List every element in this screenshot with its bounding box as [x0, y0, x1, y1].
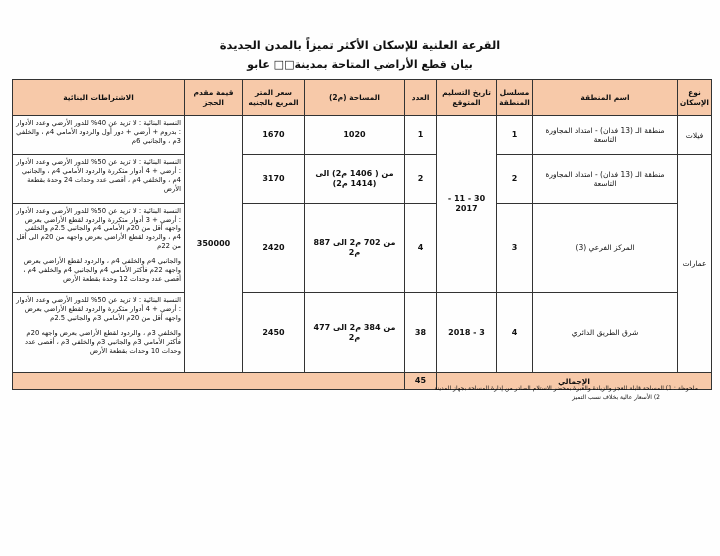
serial-cell: 4: [497, 293, 533, 373]
count-cell: 4: [405, 203, 437, 293]
header-size: المساحة (م2): [305, 80, 405, 116]
table-row: [13, 116, 712, 155]
type-cell: فيلات: [678, 116, 712, 155]
size-cell: من 702 م2 الى 887 م2: [305, 203, 405, 293]
header-type: نوع الإسكان: [678, 80, 712, 116]
header-deposit: قيمة مقدم الحجز: [185, 80, 243, 116]
header-area-name: اسم المنطقة: [533, 80, 678, 116]
price-cell: 3170: [243, 155, 305, 203]
area-name-cell: شرق الطريق الدائري: [533, 293, 678, 373]
header-delivery: تاريخ التسليم المتوقع: [437, 80, 497, 116]
conditions-text: والخلفي 3م ، والردود لقطع الأراضي بعرض واجهه 20م فأكثر الأمامي 3م والجانبي 3م والخلفي 3م ، أقصى عدد وحدات 10 وحدات بقطعة الأرض: [24, 328, 181, 355]
note-line: [178, 393, 698, 402]
price-cell: 1670: [243, 116, 305, 155]
header-serial: مسلسل المنطقة: [497, 80, 533, 116]
serial-cell: 3: [497, 203, 533, 293]
conditions-text: النسبة البنائية : لا تزيد عن 50% للدور الأرضي وعدد الأدوار : أرضي + 4 أدوار متكررة والردود الأمامي 4م ، والجانبي 4م ، والخلفي 4م ، أقصى عدد وحدات 24 وحدة بقطعة الأرض: [16, 158, 181, 193]
note-item: 2) الأسعار عالية بخلاف نسب التميز: [572, 394, 660, 402]
document-subtitle: بيان قطع الأراضي المتاحة بمدينة□□ عابو: [247, 58, 473, 71]
note-line: [178, 384, 698, 393]
size-cell: من 384 م2 الى 477 م2: [305, 293, 405, 373]
total-count: 45: [405, 373, 437, 390]
conditions-text: النسبة البنائية : لا تزيد عن 40% للدور الأرضي وعدد الأدوار : بدروم + أرضي + دور أول والردود الأمامي 4م ، والخلفي 3م ، والجانبي 6م: [16, 119, 181, 145]
deposit-cell: 350000: [185, 116, 243, 373]
size-cell: 1020: [305, 116, 405, 155]
header-conditions: الاشتراطات البنائية: [13, 80, 185, 116]
delivery-cell: 30 - 11 - 2017: [437, 116, 497, 293]
delivery-cell: 3 - 2018: [437, 293, 497, 373]
conditions-cell: [13, 116, 185, 155]
conditions-cell: [13, 155, 185, 203]
conditions-cell: [13, 203, 185, 293]
area-name-cell: المركز الفرعي (3): [533, 203, 678, 293]
serial-cell: 1: [497, 116, 533, 155]
area-name-cell: منطقة الـ (13 فدان) - امتداد المجاورة التاسعة: [533, 155, 678, 203]
conditions-text: النسبة البنائية : لا تزيد عن 50% للدور الأرضي وعدد الأدوار : أرضي + 4 أدوار متكررة والردود لقطع الأراضي بعرض واجهه أقل من 20م الأمامي 3م والجانبي 2.5م: [16, 296, 181, 323]
price-cell: 2450: [243, 293, 305, 373]
document-title: القرعة العلنية للإسكان الأكثر تميزاً بالمدن الجديدة: [219, 38, 501, 52]
serial-cell: 2: [497, 155, 533, 203]
conditions-text: النسبة البنائية : لا تزيد عن 50% للدور الأرضي وعدد الأدوار : أرضي + 3 أدوار متكررة والردود لقطع الأراضي بعرض واجهه أقل من 20م الأمامي 4م والجانبي 2.5م والخلفي 4م ، والردود لقطع الأراضي بعرض واجهه من 20م الى أقل من 22م: [16, 206, 181, 251]
count-cell: 38: [405, 293, 437, 373]
table-row: [13, 155, 712, 203]
size-cell: من ( 1406 م2) الى (1414 م2): [305, 155, 405, 203]
header-count: العدد: [405, 80, 437, 116]
table-row: [13, 293, 712, 373]
note-item: 1) المساحة قابلة للعجز والزيادة والعبرة بمحضر الاستلام الصادر من إدارة المساحة بجهاز المدينة: [434, 385, 672, 392]
table-row: [13, 203, 712, 293]
count-cell: 2: [405, 155, 437, 203]
total-label: الإجمالي: [437, 373, 712, 390]
notes-label: ملحوظة :: [673, 385, 698, 392]
type-cell: عمارات: [678, 155, 712, 373]
conditions-text: والجانبي 4م والخلفي 4م ، والردود لقطع الأراضي بعرض واجهه 22م فأكثر الأمامي 4م والجانبي 4م والخلفي 4م ، أقصى عدد وحدات 12 وحدة بقطعة الأرض: [23, 256, 181, 283]
land-plots-table: [12, 79, 712, 390]
area-name-cell: منطقة الـ (13 فدان) - امتداد المجاورة التاسعة: [533, 116, 678, 155]
count-cell: 1: [405, 116, 437, 155]
table-header-row: [13, 80, 712, 116]
price-cell: 2420: [243, 203, 305, 293]
notes-section: [178, 384, 698, 403]
conditions-cell: [13, 293, 185, 373]
header-price: سعر المتر المربع بالجنيه: [243, 80, 305, 116]
